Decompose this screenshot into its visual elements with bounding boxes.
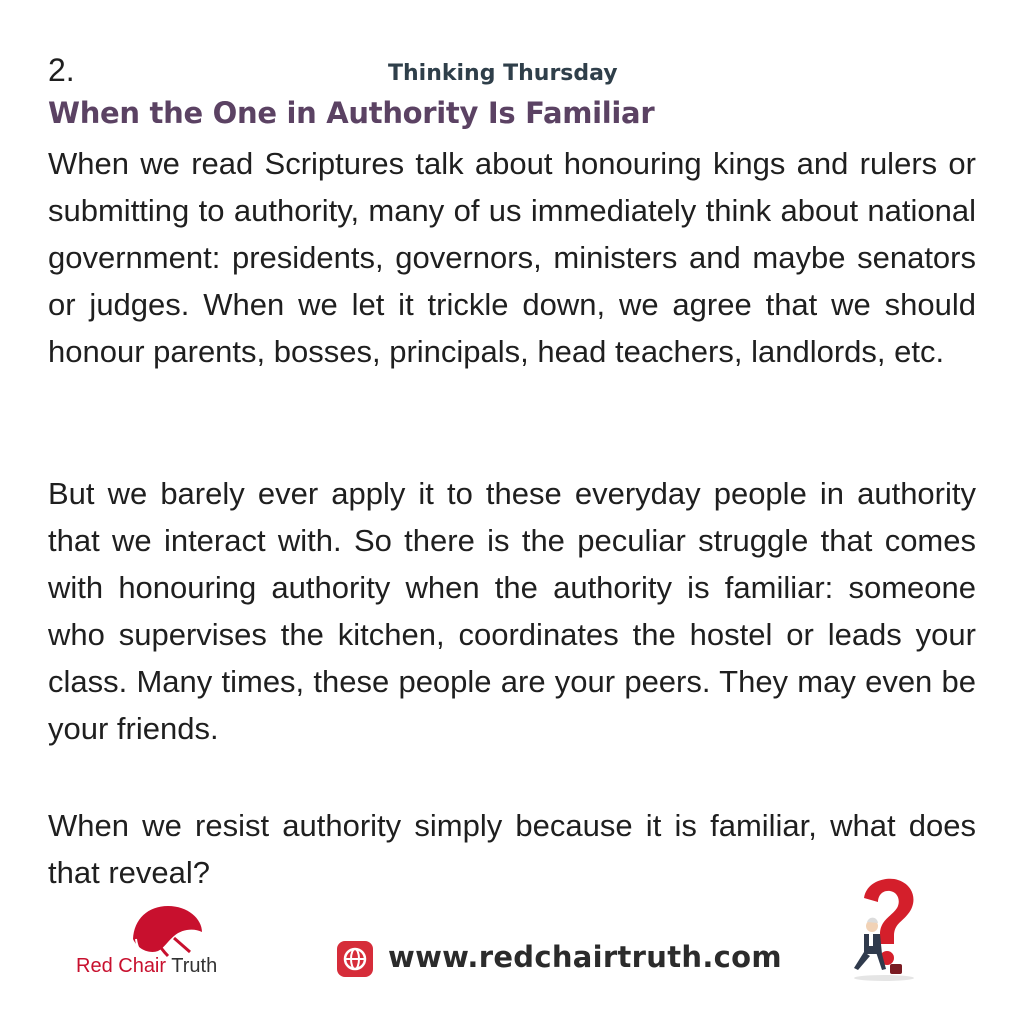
paragraph-1 — [48, 140, 976, 375]
paragraph-2-text: But we barely ever apply it to these everyday people in authority that we interact with. So there is the peculiar struggle that comes with honouring authority when the authority is familiar: someone who supervises the kitchen, coordinates the hostel or leads your class. Many times, these people are your peers. They may even be your friends. — [48, 476, 976, 746]
website-link[interactable]: www.redchairtruth.com — [388, 940, 782, 974]
question-mark-man-icon — [842, 876, 932, 986]
brand-name — [76, 955, 217, 978]
post-number: 2. — [48, 52, 75, 88]
paragraph-3-text: When we resist authority simply because it is familiar, what does that reveal? — [48, 808, 976, 890]
brand-name-red: Red Chair — [76, 955, 167, 977]
brand-name-dark: Truth — [171, 955, 218, 977]
paragraph-2 — [48, 470, 976, 752]
paragraph-1-text: When we read Scriptures talk about honouring kings and rulers or submitting to authority, many of us immediately think about national government: presidents, governors, ministers and maybe senators or judges. When we let it trickle down, we agree that we should honour parents, bosses, principals, head teachers, landlords, etc. — [48, 146, 976, 369]
paragraph-3 — [48, 802, 976, 896]
post-heading: When the One in Authority Is Familiar — [48, 96, 655, 130]
series-title: Thinking Thursday — [388, 61, 618, 86]
globe-icon — [337, 941, 373, 977]
